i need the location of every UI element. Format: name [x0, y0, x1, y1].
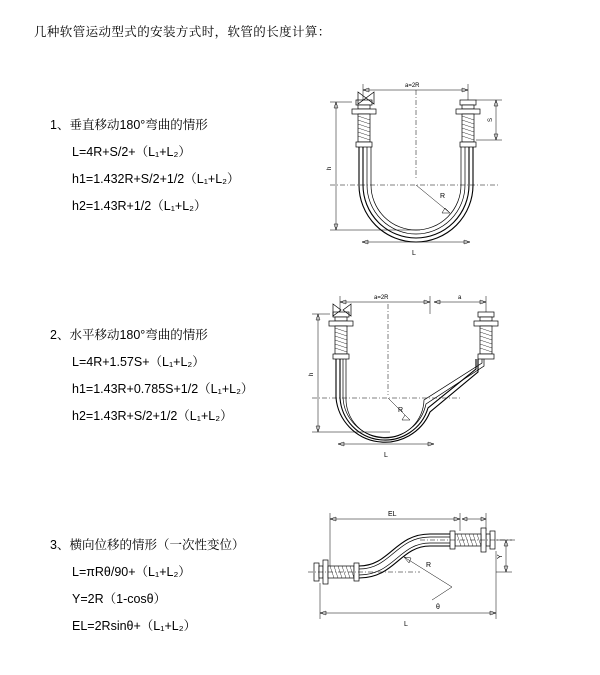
- svg-text:Y: Y: [497, 554, 504, 559]
- section-1-figure: [300, 70, 530, 280]
- section-2-formula-2: h1=1.43R+0.785S+1/2（L₁+L₂）: [72, 382, 254, 396]
- section-3-formula-2: Y=2R（1-cosθ）: [72, 592, 167, 606]
- svg-text:a=2R: a=2R: [374, 295, 389, 301]
- svg-text:R: R: [440, 193, 446, 200]
- svg-text:a=2R: a=2R: [405, 83, 420, 89]
- section-1-text: [50, 115, 300, 223]
- section-3-text: [50, 535, 300, 643]
- svg-text:h: h: [309, 372, 315, 376]
- svg-text:a: a: [458, 295, 462, 301]
- svg-text:R: R: [398, 407, 404, 414]
- section-2-formula-3: h2=1.43R+S/2+1/2（L₁+L₂）: [72, 409, 233, 423]
- svg-text:θ: θ: [436, 604, 440, 611]
- svg-text:L: L: [384, 452, 388, 459]
- section-3-formula-1: L=πRθ/90+（L₁+L₂）: [72, 565, 191, 579]
- section-1-formula-2: h1=1.432R+S/2+1/2（L₁+L₂）: [72, 172, 240, 186]
- section-3-formula-3: EL=2Rsinθ+（L₁+L₂）: [72, 619, 197, 633]
- page-title: 几种软管运动型式的安装方式时，软管的长度计算：: [34, 25, 331, 39]
- svg-text:L: L: [412, 250, 416, 257]
- section-3-figure: [300, 505, 530, 645]
- section-1-heading: 1、垂直移动180°弯曲的情形: [50, 118, 208, 132]
- section-2-formula-1: L=4R+1.57S+（L₁+L₂）: [72, 355, 205, 369]
- section-3-heading: 3、横向位移的情形（一次性变位）: [50, 538, 245, 552]
- section-2-figure: [300, 280, 530, 475]
- svg-text:S: S: [488, 117, 494, 122]
- svg-text:EL: EL: [388, 511, 397, 518]
- svg-text:L: L: [404, 621, 408, 628]
- section-2-heading: 2、水平移动180°弯曲的情形: [50, 328, 208, 342]
- svg-text:R: R: [426, 562, 432, 569]
- section-2-text: [50, 325, 300, 433]
- section-1-formula-3: h2=1.43R+1/2（L₁+L₂）: [72, 199, 207, 213]
- svg-text:h: h: [327, 166, 333, 170]
- section-1-formula-1: L=4R+S/2+（L₁+L₂）: [72, 145, 191, 159]
